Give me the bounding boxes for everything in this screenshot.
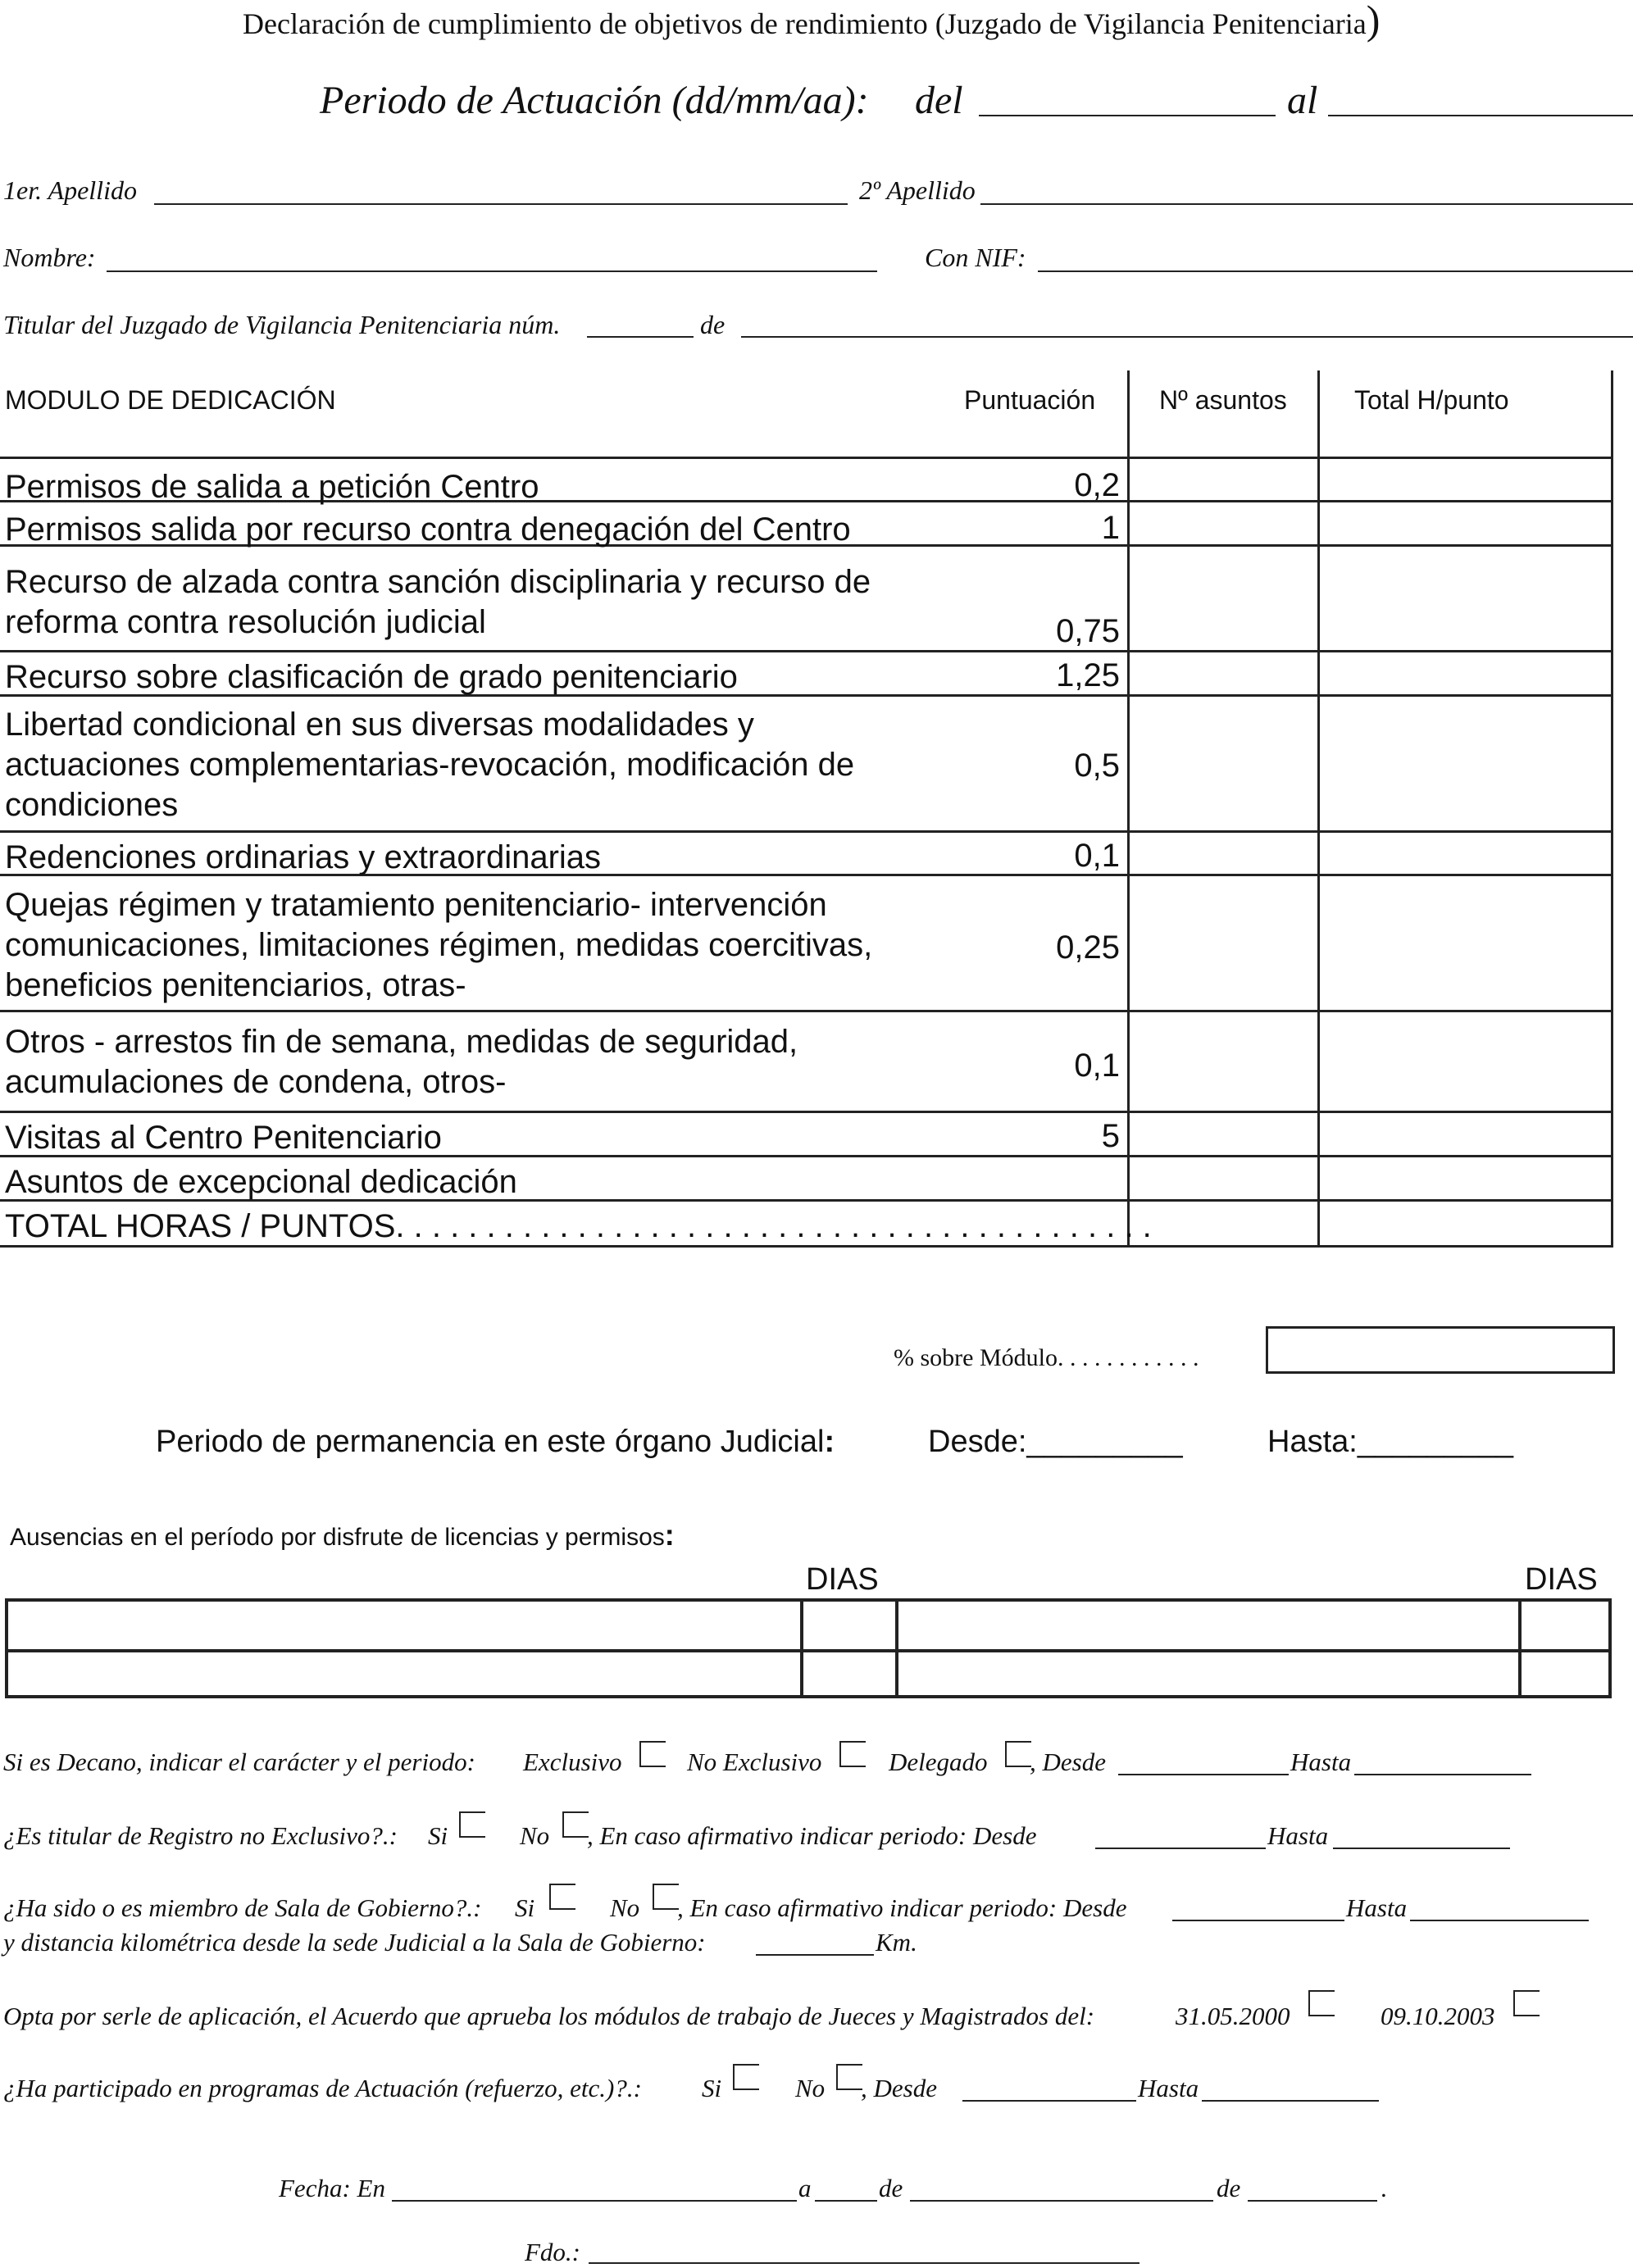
programas-hasta-field[interactable] <box>1202 2100 1379 2102</box>
decano-delegado-label: Delegado <box>889 1748 988 1776</box>
programas-si-label: Si <box>702 2074 722 2102</box>
fecha-de1-label: de <box>879 2174 903 2202</box>
row-label: Libertad condicional en sus diversas modalidades y <box>5 707 754 743</box>
programas-desde-field[interactable] <box>962 2100 1136 2102</box>
permanencia-colon: : <box>824 1425 835 1459</box>
sala-distancia-field[interactable] <box>756 1954 874 1956</box>
programas-desde-label: , Desde <box>861 2074 937 2102</box>
row-score: 0,1 <box>1074 838 1120 874</box>
row-label: Quejas régimen y tratamiento penitenciario- intervención <box>5 887 827 923</box>
period-al-label: al <box>1287 79 1318 122</box>
programas-no-checkbox[interactable] <box>836 2064 862 2090</box>
fecha-mes-field[interactable] <box>910 2200 1213 2202</box>
fecha-anio-field[interactable] <box>1248 2200 1377 2202</box>
ausencia-motivo-cell[interactable] <box>898 1602 1518 1649</box>
row-label: Recurso de alzada contra sanción disciplinaria y recurso de <box>5 564 871 600</box>
registro-no-checkbox[interactable] <box>562 1811 589 1838</box>
ausencia-dias-cell[interactable] <box>1522 1652 1608 1695</box>
decano-desde-field[interactable] <box>1118 1774 1289 1775</box>
row-score: 0,5 <box>1074 748 1120 784</box>
opta-question: Opta por serle de aplicación, el Acuerdo que aprueba los módulos de trabajo de Jueces y Magistrados del: <box>3 2002 1095 2030</box>
permanencia-desde-field[interactable]: Desde:_________ <box>928 1425 1183 1459</box>
form-title-text: Declaración de cumplimiento de objetivos de rendimiento (Juzgado de Vigilancia Penitenciaria <box>243 7 1367 40</box>
fecha-period: . <box>1381 2174 1387 2202</box>
apellido1-label: 1er. Apellido <box>3 175 137 205</box>
row-score: 1,25 <box>1056 657 1120 693</box>
row-score: 1 <box>1101 510 1120 546</box>
sala-no-label: No <box>610 1893 640 1922</box>
col-puntuacion: Puntuación <box>964 385 1096 415</box>
decano-exclusivo-checkbox[interactable] <box>639 1741 666 1767</box>
programas-hasta-label: Hasta <box>1138 2074 1199 2102</box>
programas-question: ¿Ha participado en programas de Actuación (refuerzo, etc.)?.: <box>3 2074 642 2102</box>
apellido2-field[interactable] <box>980 203 1633 205</box>
sala-hasta-label: Hasta <box>1346 1893 1408 1922</box>
row-label: Otros - arrestos fin de semana, medidas de seguridad, <box>5 1024 798 1060</box>
titular-de-label: de <box>700 310 726 339</box>
registro-hasta-label: Hasta <box>1267 1821 1329 1850</box>
row-label: reforma contra resolución judicial <box>5 604 486 640</box>
table-rule <box>0 650 1613 652</box>
ausencia-dias-cell[interactable] <box>803 1652 895 1695</box>
sala-distancia-label: y distancia kilométrica desde la sede Judicial a la Sala de Gobierno: <box>3 1928 706 1957</box>
nif-label: Con NIF: <box>925 243 1026 272</box>
apellido1-field[interactable] <box>154 203 848 205</box>
opta-date2-checkbox[interactable] <box>1513 1990 1540 2016</box>
decano-delegado-checkbox[interactable] <box>1005 1741 1031 1767</box>
opta-date1-checkbox[interactable] <box>1308 1990 1335 2016</box>
juzgado-location-field[interactable] <box>741 336 1633 338</box>
nombre-label: Nombre: <box>3 243 96 272</box>
fecha-de2-label: de <box>1217 2174 1241 2202</box>
nombre-field[interactable] <box>107 270 877 272</box>
sala-si-label: Si <box>515 1893 535 1922</box>
ausencia-motivo-cell[interactable] <box>8 1652 800 1695</box>
fecha-dia-field[interactable] <box>815 2200 877 2202</box>
row-score: 5 <box>1101 1118 1120 1154</box>
registro-question: ¿Es titular de Registro no Exclusivo?.: <box>3 1821 398 1850</box>
row-label: Visitas al Centro Penitenciario <box>5 1120 442 1156</box>
row-label: condiciones <box>5 787 179 823</box>
total-label: TOTAL HORAS / PUNTOS. . . . . . . . . . . . . . . . . . . . . . . . . . . . . . . . . . . . . . . . . . <box>5 1208 1152 1244</box>
table-rule <box>0 1010 1613 1012</box>
row-label: actuaciones complementarias-revocación, modificación de <box>5 747 855 783</box>
registro-si-label: Si <box>428 1821 448 1850</box>
registro-hasta-field[interactable] <box>1333 1848 1510 1849</box>
table-rule <box>0 830 1613 833</box>
row-score: 0,25 <box>1056 929 1120 966</box>
row-label: Permisos de salida a petición Centro <box>5 469 539 505</box>
permanencia-label-text: Periodo de permanencia en este órgano Judicial <box>156 1425 825 1459</box>
row-score: 0,2 <box>1074 467 1120 503</box>
row-label: Permisos salida por recurso contra denegación del Centro <box>5 511 851 548</box>
table-rule <box>0 457 1613 459</box>
row-score: 0,75 <box>1056 613 1120 649</box>
registro-desde-field[interactable] <box>1095 1848 1266 1849</box>
ausencia-dias-cell[interactable] <box>803 1602 895 1649</box>
decano-no-exclusivo-checkbox[interactable] <box>839 1741 866 1767</box>
ausencias-label-text: Ausencias en el período por disfrute de licencias y permisos <box>10 1524 665 1551</box>
firma-label: Fdo.: <box>525 2238 581 2266</box>
period-from-field[interactable] <box>979 115 1276 116</box>
opta-date1-label: 31.05.2000 <box>1176 2002 1290 2030</box>
permanencia-hasta-field[interactable]: Hasta:_________ <box>1267 1425 1514 1459</box>
ausencia-motivo-cell[interactable] <box>898 1652 1518 1695</box>
fecha-lugar-field[interactable] <box>392 2200 797 2202</box>
titular-label: Titular del Juzgado de Vigilancia Penitenciaria núm. <box>3 310 561 339</box>
decano-desde-label: , Desde <box>1030 1748 1106 1776</box>
row-label: Redenciones ordinarias y extraordinarias <box>5 839 602 875</box>
decano-hasta-field[interactable] <box>1354 1774 1531 1775</box>
table-rule <box>0 1111 1613 1113</box>
row-label: acumulaciones de condena, otros- <box>5 1064 507 1100</box>
dias-header-2: DIAS <box>1525 1562 1598 1597</box>
programas-no-label: No <box>795 2074 826 2102</box>
ausencias-colon: : <box>664 1518 675 1552</box>
apellido2-label: 2º Apellido <box>859 175 976 205</box>
dias-header-1: DIAS <box>806 1562 879 1597</box>
permanencia-label <box>156 1425 835 1460</box>
decano-hasta-label: Hasta <box>1290 1748 1352 1776</box>
period-label: Periodo de Actuación (dd/mm/aa): <box>320 79 869 122</box>
opta-date2-label: 09.10.2003 <box>1381 2002 1495 2030</box>
period-del-label: del <box>915 79 963 122</box>
form-title-paren: ) <box>1366 0 1381 43</box>
decano-no-exclusivo-label: No Exclusivo <box>687 1748 822 1776</box>
sala-km-label: Km. <box>876 1928 917 1957</box>
row-label: comunicaciones, limitaciones régimen, medidas coercitivas, <box>5 927 873 963</box>
registro-si-checkbox[interactable] <box>459 1811 485 1838</box>
sala-si-checkbox[interactable] <box>549 1884 575 1910</box>
sala-periodo-text: , En caso afirmativo indicar periodo: Desde <box>677 1893 1127 1922</box>
firma-field[interactable] <box>589 2262 1139 2264</box>
col-asuntos: Nº asuntos <box>1159 385 1287 415</box>
sala-desde-field[interactable] <box>1172 1920 1344 1921</box>
modulo-label: % sobre Módulo. . . . . . . . . . . . <box>894 1344 1199 1371</box>
decano-question: Si es Decano, indicar el carácter y el periodo: <box>3 1748 475 1776</box>
sala-hasta-field[interactable] <box>1410 1920 1589 1921</box>
programas-si-checkbox[interactable] <box>733 2064 759 2090</box>
sala-no-checkbox[interactable] <box>653 1884 679 1910</box>
registro-no-label: No <box>520 1821 550 1850</box>
ausencias-table <box>5 1598 1612 1698</box>
juzgado-number-field[interactable] <box>587 336 694 338</box>
fecha-a-label: a <box>798 2174 812 2202</box>
decano-exclusivo-label: Exclusivo <box>523 1748 622 1776</box>
nif-field[interactable] <box>1038 270 1633 272</box>
row-score: 0,1 <box>1074 1048 1120 1084</box>
modulo-percent-box[interactable] <box>1266 1326 1615 1374</box>
ausencia-motivo-cell[interactable] <box>8 1602 800 1649</box>
registro-periodo-text: , En caso afirmativo indicar periodo: Desde <box>587 1821 1037 1850</box>
module-header: MODULO DE DEDICACIÓN <box>5 385 336 415</box>
ausencia-dias-cell[interactable] <box>1522 1602 1608 1649</box>
form-title <box>243 0 1380 43</box>
fecha-label: Fecha: En <box>279 2174 385 2202</box>
ausencias-label <box>10 1518 675 1552</box>
row-label: Recurso sobre clasificación de grado penitenciario <box>5 659 738 695</box>
row-label: beneficios penitenciarios, otras- <box>5 967 466 1003</box>
col-total: Total H/punto <box>1354 385 1509 415</box>
row-label: Asuntos de excepcional dedicación <box>5 1164 517 1200</box>
period-to-field[interactable] <box>1328 115 1633 116</box>
sala-question: ¿Ha sido o es miembro de Sala de Gobierno?.: <box>3 1893 482 1922</box>
